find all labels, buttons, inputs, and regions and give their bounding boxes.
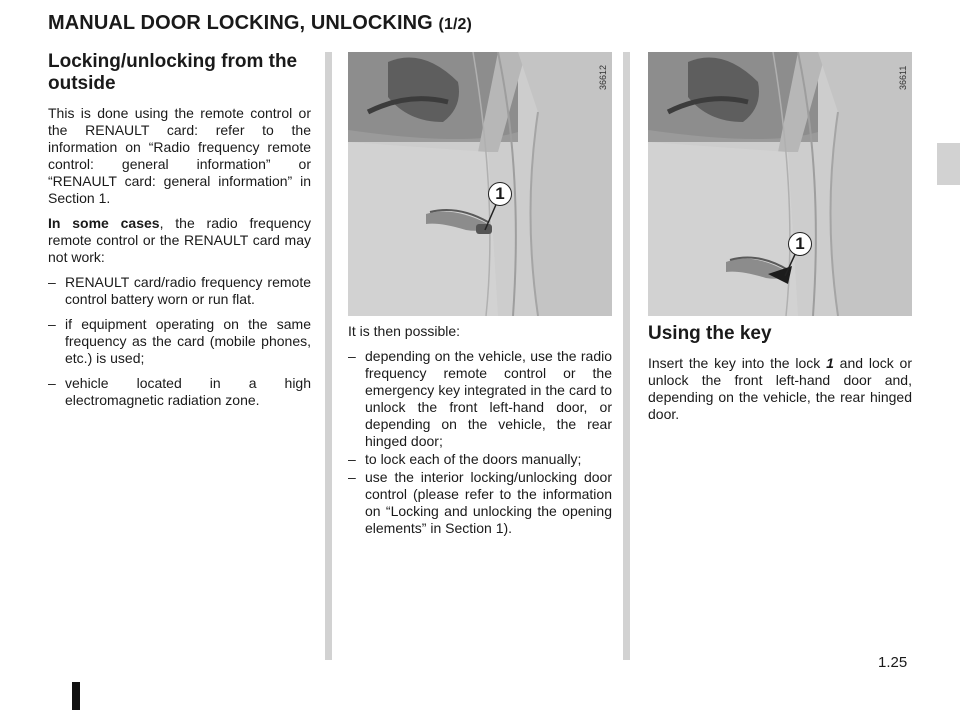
middle-column xyxy=(348,323,612,538)
middle-list xyxy=(348,348,612,537)
section-tab xyxy=(937,143,960,185)
list-item: – to lock each of the doors manually; xyxy=(348,451,612,468)
right-text xyxy=(648,355,912,423)
list-item: – vehicle located in a high electromagnetic radiation zone. xyxy=(48,375,311,409)
door-handle-illustration-1 xyxy=(348,52,612,316)
middle-intro: It is then possible: xyxy=(348,323,461,339)
left-column xyxy=(48,51,311,417)
column-divider-left xyxy=(325,52,332,660)
list-item: – use the interior locking/unlocking door control (please refer to the information on “Locking and unlocking the opening elements” in Section 1). xyxy=(348,469,612,537)
callout-1: 1 xyxy=(788,232,812,256)
list-item: – depending on the vehicle, use the radio frequency remote control or the emergency key integrated in the card to unlock the front left-hand door, or depending on the vehicle, the rear hinged door; xyxy=(348,348,612,450)
right-text-before: Insert the key into the lock xyxy=(648,355,827,371)
left-cases xyxy=(48,215,311,266)
left-cases-bold: In some cases xyxy=(48,215,160,231)
list-item: – RENAULT card/radio frequency remote control battery worn or run flat. xyxy=(48,274,311,308)
left-intro: This is done using the remote control or the RENAULT card: refer to the information on “Radio frequency remote control: general information” or “RENAULT card: general information” in Section 1. xyxy=(48,105,311,206)
door-handle-photo-1 xyxy=(348,52,612,316)
door-handle-photo-2 xyxy=(648,52,912,316)
page-title xyxy=(48,12,472,35)
right-column xyxy=(648,323,912,431)
callout-1: 1 xyxy=(488,182,512,206)
page-title-text: MANUAL DOOR LOCKING, UNLOCKING xyxy=(48,12,433,34)
left-list xyxy=(48,274,311,409)
door-handle-illustration-2 xyxy=(648,52,912,316)
left-heading: Locking/unlocking from the outside xyxy=(48,51,298,94)
right-text-after: and lock or unlock the front left-hand door and, depending on the vehicle, the rear hinged door. xyxy=(648,355,912,422)
photo-code-2: 36611 xyxy=(898,65,908,90)
left-cases-rest: , the radio frequency remote control or the RENAULT card may not work: xyxy=(48,215,311,265)
right-heading: Using the key xyxy=(648,323,772,344)
page-number: 1.25 xyxy=(878,654,908,671)
footer-bar xyxy=(72,682,80,710)
list-item: – if equipment operating on the same frequency as the card (mobile phones, etc.) is used; xyxy=(48,316,311,367)
column-divider-right xyxy=(623,52,630,660)
lock-ref: 1 xyxy=(826,355,834,371)
page-title-part: (1/2) xyxy=(438,16,472,33)
photo-code-1: 36612 xyxy=(598,64,608,90)
